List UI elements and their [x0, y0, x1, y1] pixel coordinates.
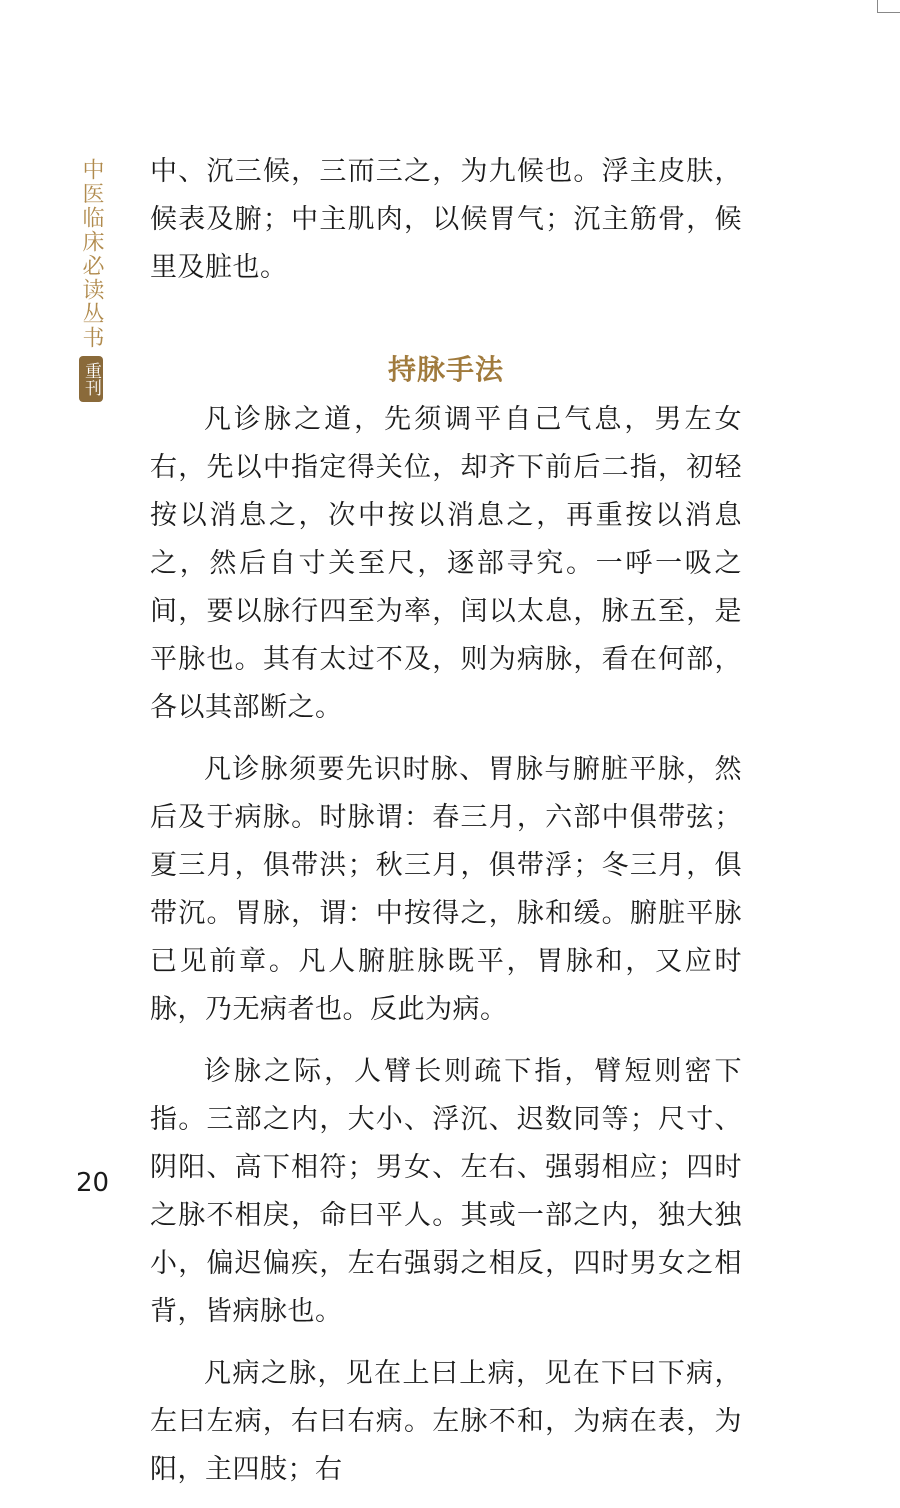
series-title: 中医临床必读丛书 — [79, 158, 104, 350]
crop-mark — [877, 0, 900, 13]
section-heading: 持脉手法 — [387, 353, 504, 386]
series-sidebar — [78, 158, 104, 402]
paragraph-1: 凡诊脉之道，先须调平自己气息，男左女右，先以中指定得关位，却齐下前后二指，初轻按以消息之，次中按以消息之，再重按以消息之，然后自寸关至尺，逐部寻究。一呼一吸之间，要以脉行四至为率，闰以太息，脉五至，是平脉也。其有太过不及，则为病脉，看在何部，各以其部断之。 — [150, 404, 742, 723]
paragraph-3: 诊脉之际，人臂长则疏下指，臂短则密下指。三部之内，大小、浮沉、迟数同等；尺寸、阴阳、高下相符；男女、左右、强弱相应；四时之脉不相戾，命曰平人。其或一部之内，独大独小，偏迟偏疾，左右强弱之相反，四时男女之相背，皆病脉也。 — [150, 1056, 742, 1327]
paragraph-2: 凡诊脉须要先识时脉、胃脉与腑脏平脉，然后及于病脉。时脉谓：春三月，六部中俱带弦；夏三月，俱带洪；秋三月，俱带浮；冬三月，俱带沉。胃脉，谓：中按得之，脉和缓。腑脏平脉已见前章。凡人腑脏脉既平，胃脉和，又应时脉，乃无病者也。反此为病。 — [150, 754, 742, 1025]
series-seal: 重刊 — [79, 356, 103, 402]
paragraph-4: 凡病之脉，见在上曰上病，见在下曰下病，左曰左病，右曰右病。左脉不和，为病在表，为阳，主四肢；右 — [150, 1358, 742, 1485]
paragraph-continued: 中、沉三候，三而三之，为九候也。浮主皮肤，候表及腑；中主肌肉，以候胃气；沉主筋骨，候里及脏也。 — [150, 156, 742, 283]
page-body — [150, 148, 742, 1508]
page-number: 20 — [76, 1168, 110, 1198]
